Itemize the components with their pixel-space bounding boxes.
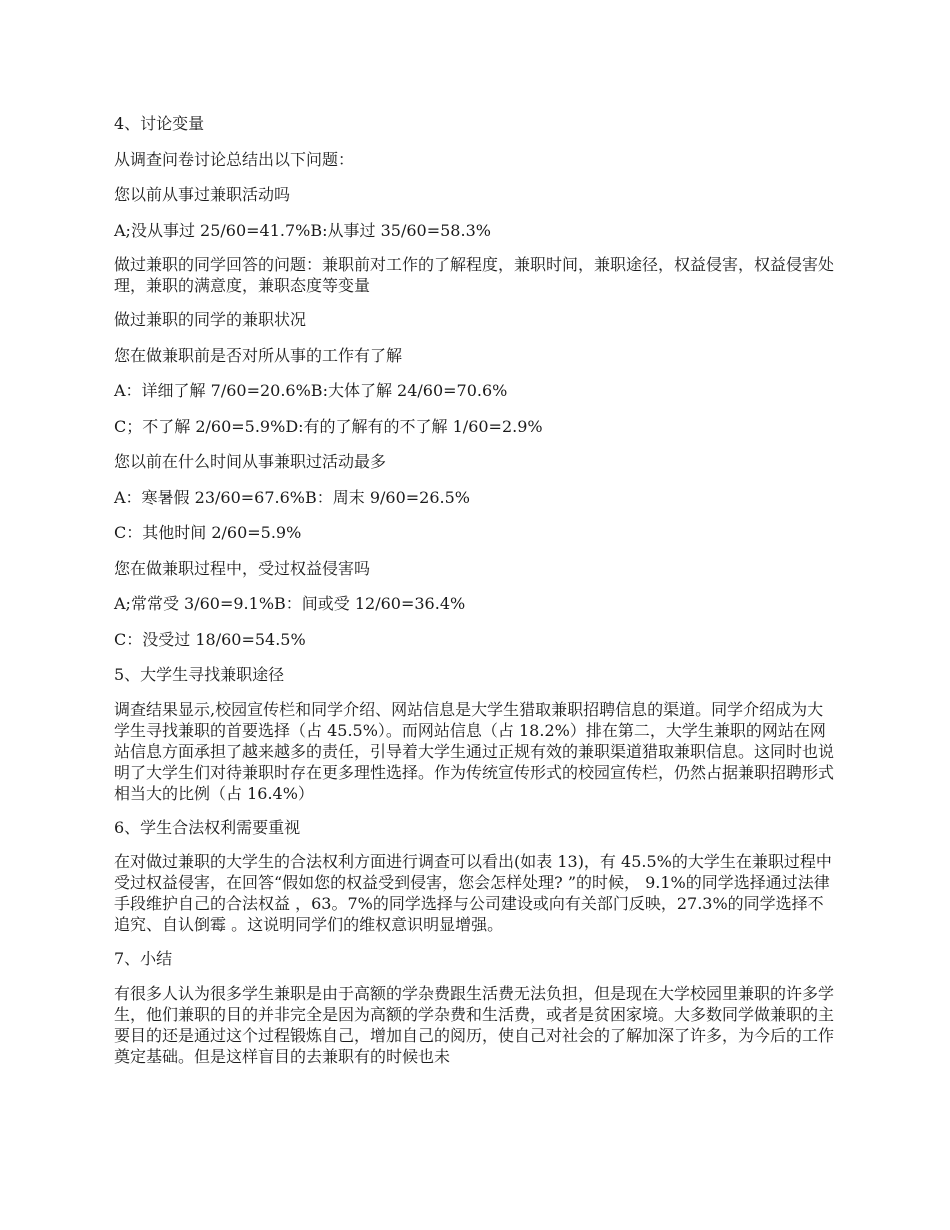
- paragraph: 做过兼职的同学回答的问题：兼职前对工作的了解程度，兼职时间，兼职途径，权益侵害，权益侵害处理，兼职的满意度，兼职态度等变量: [114, 255, 835, 295]
- survey-question: 您以前在什么时间从事兼职过活动最多: [114, 452, 387, 471]
- survey-answer: A：详细了解 7/60=20.6%B:大体了解 24/60=70.6%: [114, 381, 508, 400]
- section-heading-4: 4、讨论变量: [114, 114, 205, 133]
- paragraph: 调查结果显示,校园宣传栏和同学介绍、网站信息是大学生猎取兼职招聘信息的渠道。同学介绍成为大学生寻找兼职的首要选择（占 45.5%）。而网站信息（占 18.2%）排在第二，大学生兼职的网站在网站信息方面承担了越来越多的责任，引导着大学生通过正规有效的兼职渠道猎取兼职信息。这同时也说明了大学生们对待兼职时存在更多理性选择。作为传统宣传形式的校园宣传栏，仍然占据兼职招聘形式相当大的比例（占 16.4%）: [114, 699, 835, 803]
- document-body: [114, 112, 838, 1079]
- paragraph: 有很多人认为很多学生兼职是由于高额的学杂费跟生活费无法负担，但是现在大学校园里兼职的许多学生，他们兼职的目的并非完全是因为高额的学杂费和生活费，或者是贫困家境。大多数同学做兼职的主要目的还是通过这个过程锻炼自己，增加自己的阅历，使自己对社会的了解加深了许多，为今后的工作奠定基础。但是这样盲目的去兼职有的时候也未: [114, 983, 835, 1066]
- survey-answer: A：寒暑假 23/60=67.6%B：周末 9/60=26.5%: [114, 487, 470, 507]
- paragraph: 在对做过兼职的大学生的合法权利方面进行调查可以看出(如表 13)，有 45.5%的大学生在兼职过程中受过权益侵害，在回答“假如您的权益受到侵害，您会怎样处理? ”的时候， 9.1%的同学选择通过法律手段维护自己的合法权益 ，63。7%的同学选择与公司建设或向有关部门反映，27.3%的同学选择不追究、自认倒霉 。这说明同学们的维权意识明显增强。: [114, 852, 832, 934]
- survey-question: 您在做兼职前是否对所从事的工作有了解: [114, 345, 403, 365]
- survey-answer: A;常常受 3/60=9.1%B：间或受 12/60=36.4%: [114, 594, 466, 613]
- survey-answer: C：其他时间 2/60=5.9%: [114, 523, 302, 542]
- section-heading-6: 6、学生合法权利需要重视: [114, 817, 301, 837]
- paragraph: 从调查问卷讨论总结出以下问题：: [114, 149, 355, 169]
- survey-answer: C：没受过 18/60=54.5%: [114, 629, 306, 649]
- section-heading-7: 7、小结: [114, 949, 173, 968]
- survey-answer: A;没从事过 25/60=41.7%B:从事过 35/60=58.3%: [114, 220, 491, 240]
- paragraph: 做过兼职的同学的兼职状况: [114, 310, 307, 329]
- survey-question: 您在做兼职过程中，受过权益侵害吗: [114, 558, 371, 578]
- survey-answer: C；不了解 2/60=5.9%D:有的了解有的不了解 1/60=2.9%: [114, 416, 543, 436]
- survey-question: 您以前从事过兼职活动吗: [114, 185, 291, 204]
- section-heading-5: 5、大学生寻找兼职途径: [114, 665, 285, 684]
